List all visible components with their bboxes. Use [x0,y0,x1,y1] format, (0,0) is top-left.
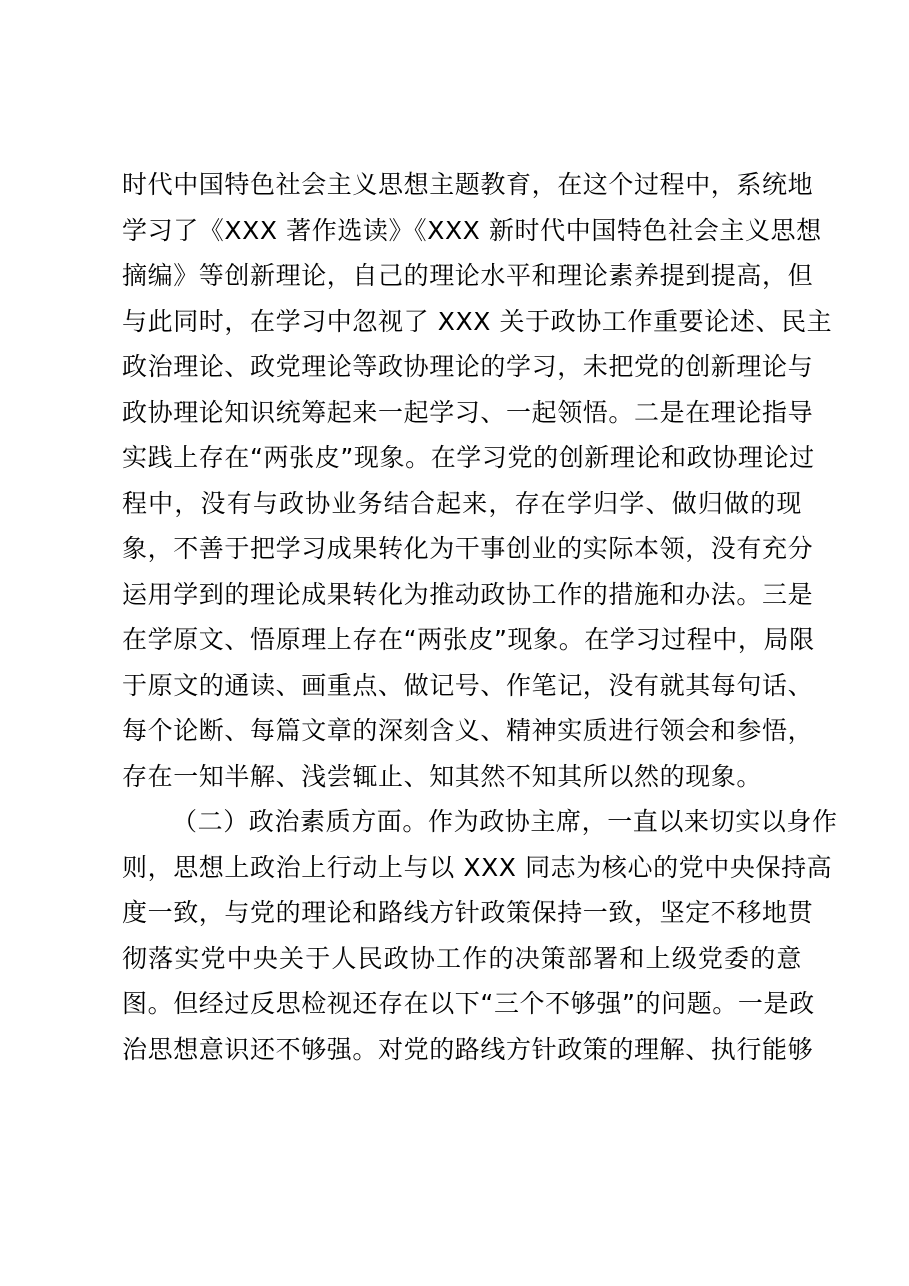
text-line: 政治理论、政党理论等政协理论的学习，未把党的创新理论与 [122,352,814,381]
text-line: 政协理论知识统筹起来一起学习、一起领悟。二是在理论指导 [122,397,814,427]
text-line: 治思想意识还不够强。对党的路线方针政策的理解、执行能够 [122,1034,814,1064]
text-line: 与此同时，在学习中忽视了 XXX 关于政协工作重要论述、民主 [122,306,833,336]
text-line: 程中，没有与政协业务结合起来，存在学归学、做归做的现 [122,488,802,518]
text-line: 运用学到的理论成果转化为推动政协工作的措施和办法。三是 [122,579,814,609]
text-line: 摘编》等创新理论，自己的理论水平和理论素养提到提高，但 [122,261,814,290]
body-text [122,162,838,1072]
text-line: 实践上存在“两张皮”现象。在学习党的创新理论和政协理论过 [122,443,815,472]
paragraph-2 [122,799,838,1072]
text-line: 时代中国特色社会主义思想主题教育，在这个过程中，系统地 [122,170,814,199]
text-line: 学习了《XXX 著作选读》《XXX 新时代中国特色社会主义思想 [122,215,822,245]
text-line: 在学原文、悟原理上存在“两张皮”现象。在学习过程中，局限 [122,625,815,654]
text-line: 彻落实党中央关于人民政协工作的决策部署和上级党委的意 [122,943,802,973]
text-line: 度一致，与党的理论和路线方针政策保持一致，坚定不移地贯 [122,898,814,927]
text-line: 象，不善于把学习成果转化为干事创业的实际本领，没有充分 [122,534,814,563]
text-line: 存在一知半解、浅尝辄止、知其然不知其所以然的现象。 [122,761,763,791]
paragraph-1 [122,162,833,799]
text-line: （二）政治素质方面。作为政协主席，一直以来切实以身作 [172,807,838,836]
text-line: 于原文的通读、画重点、做记号、作笔记，没有就其每句话、 [122,670,814,700]
text-line: 每个论断、每篇文章的深刻含义、精神实质进行领会和参悟， [122,716,814,745]
text-line: 则，思想上政治上行动上与以 XXX 同志为核心的党中央保持高 [122,852,833,882]
text-line: 图。但经过反思检视还存在以下“三个不够强”的问题。一是政 [122,989,815,1018]
